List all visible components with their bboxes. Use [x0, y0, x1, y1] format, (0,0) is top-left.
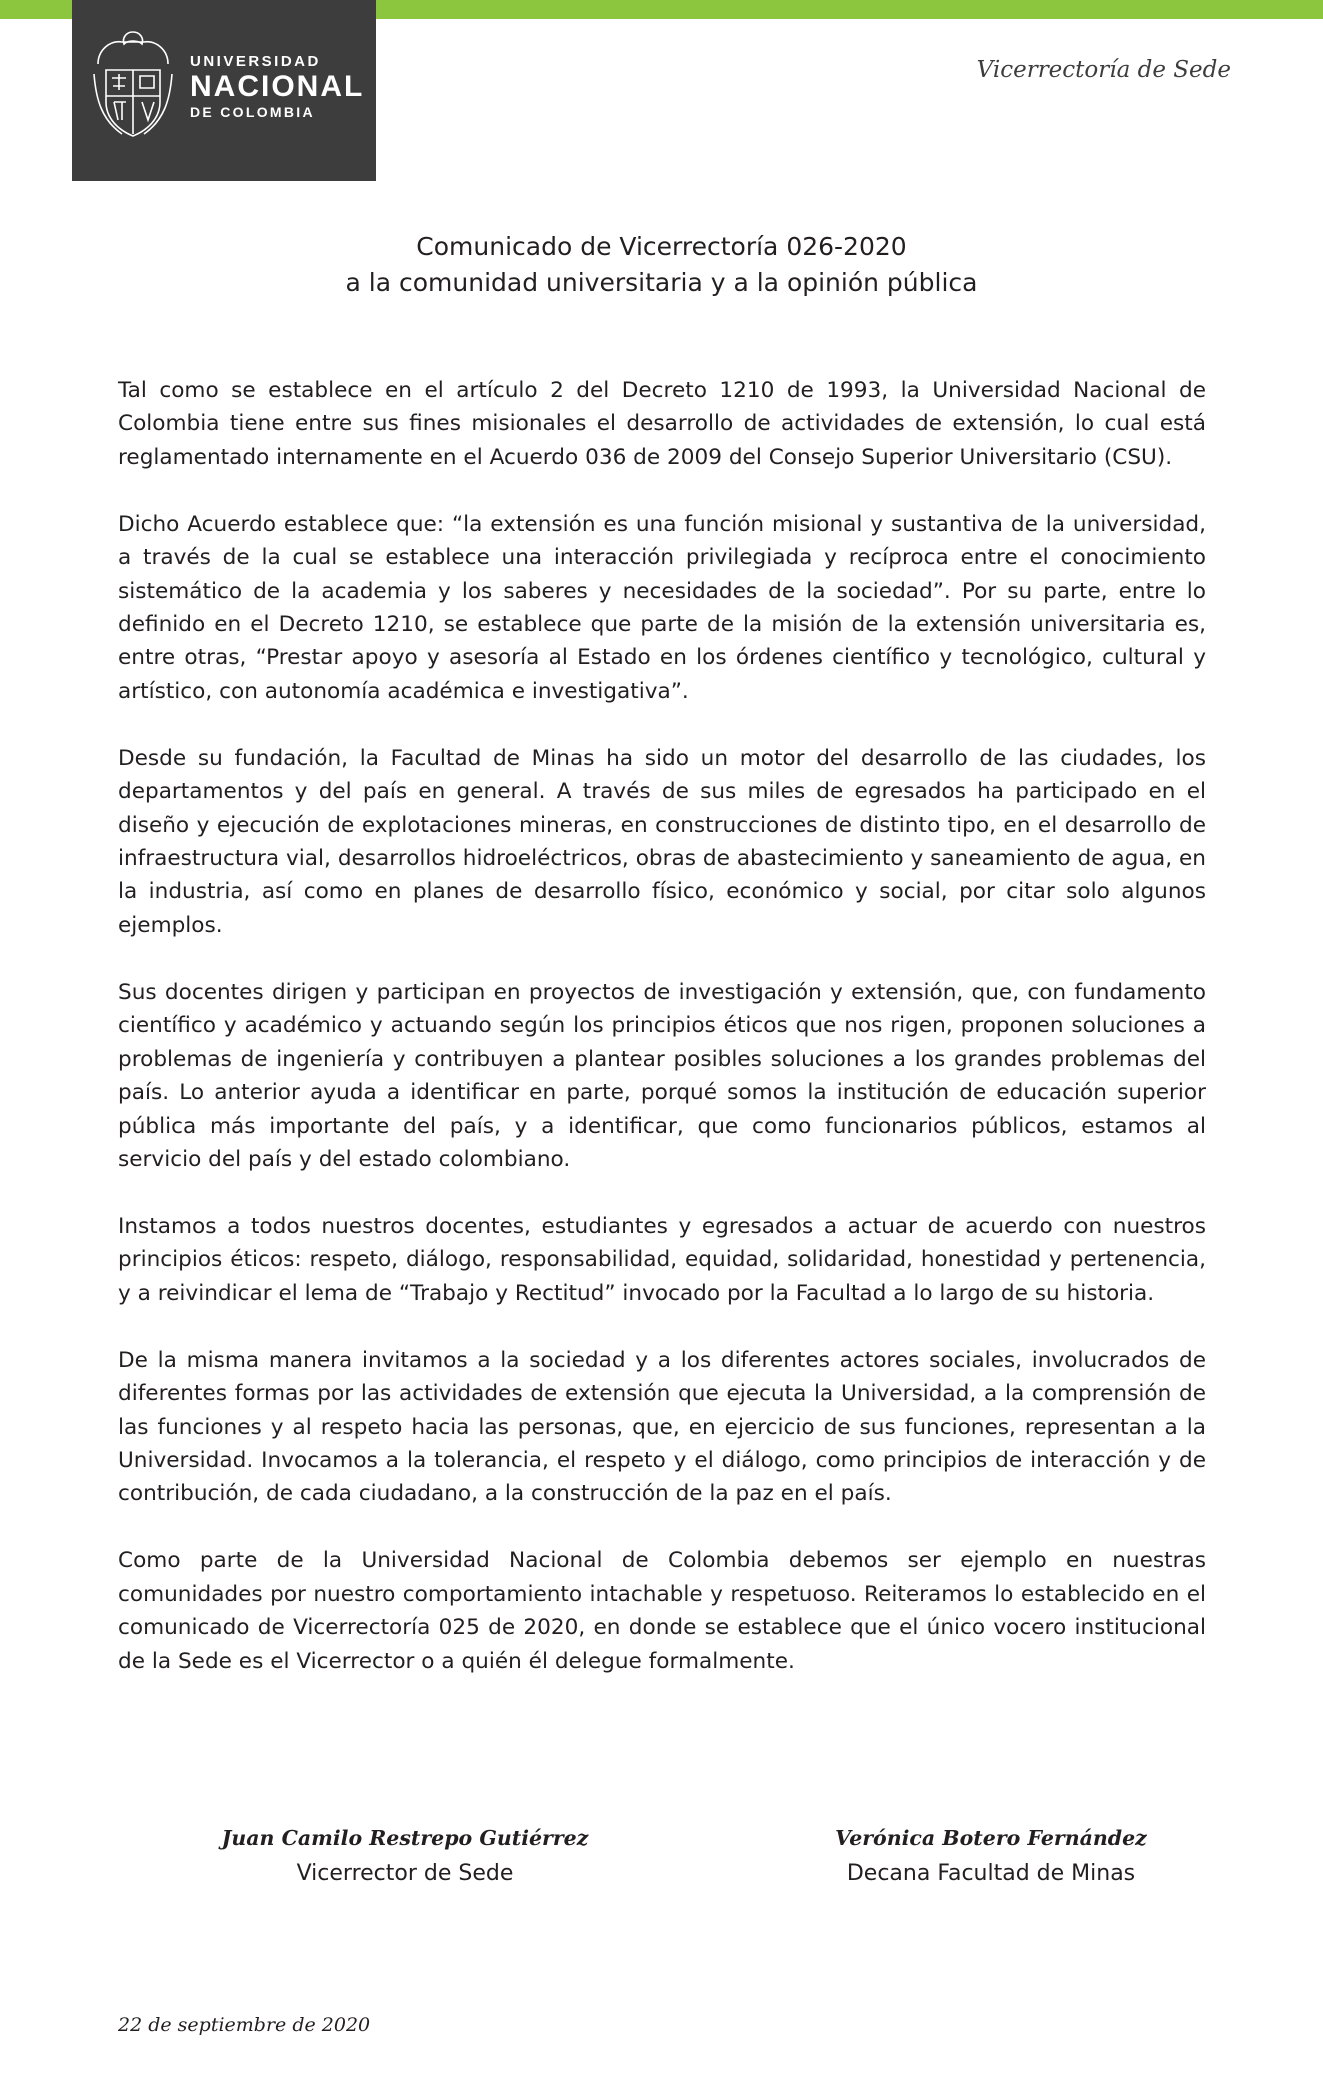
document-date: 22 de septiembre de 2020 [118, 2014, 371, 2036]
paragraph: Sus docentes dirigen y participan en proyectos de investigación y extensión, que, con fundamento científico y académico y actuando según los principios éticos que nos rigen, proponen soluciones a problemas de ingeniería y contribuyen a plantear posibles soluciones a los grandes problemas del país. Lo anterior ayuda a identificar en parte, porqué somos la institución de educación superior pública más importante del país, y a identificar, que como funcionarios públicos, estamos al servicio del país y del estado colombiano. [118, 979, 1206, 1172]
paragraph: Como parte de la Universidad Nacional de Colombia debemos ser ejemplo en nuestras comunidades por nuestro comportamiento intachable y respetuoso. Reiteramos lo establecido en el comunicado de Vicerrectoría 025 de 2020, en donde se establece que el único vocero institucional de la Sede es el Vicerrector o a quién él delegue formalmente. [118, 1548, 1206, 1674]
paragraph: Instamos a todos nuestros docentes, estudiantes y egresados a actuar de acuerdo con nuestros principios éticos: respeto, diálogo, responsabilidad, equidad, solidaridad, honestidad y pertenencia, y a reivindicar el lema de “Trabajo y Rectitud” invocado por la Facultad a lo largo de su historia. [118, 1213, 1206, 1306]
paragraph: Desde su fundación, la Facultad de Minas ha sido un motor del desarrollo de las ciudades, los departamentos y del país en general. A través de sus miles de egresados ha participado en el diseño y ejecución de explotaciones mineras, en construcciones de distinto tipo, en el desarrollo de infraestructura vial, desarrollos hidroeléctricos, obras de abastecimiento y saneamiento de agua, en la industria, así como en planes de desarrollo físico, económico y social, por citar solo algunos ejemplos. [118, 745, 1206, 938]
signature-block-decana [806, 1820, 1176, 1892]
logo-line-de-colombia: DE COLOMBIA [190, 104, 315, 120]
title-line-1: Comunicado de Vicerrectoría 026-2020 [416, 232, 907, 261]
university-logo [72, 0, 376, 181]
coat-of-arms-icon [92, 30, 174, 140]
signatory-name: Verónica Botero Fernández [835, 1826, 1147, 1850]
document-body [118, 374, 1206, 1712]
document-title [0, 229, 1323, 301]
signatory-name: Juan Camilo Restrepo Gutiérrez [221, 1826, 589, 1850]
logo-line-universidad: UNIVERSIDAD [190, 53, 321, 70]
signatory-role: Vicerrector de Sede [296, 1861, 514, 1886]
signature-block-vicerrector [220, 1820, 590, 1892]
paragraph: Dicho Acuerdo establece que: “la extensión es una función misional y sustantiva de la universidad, a través de la cual se establece una interacción privilegiada y recíproca entre el conocimiento sistemático de la academia y los saberes y necesidades de la sociedad”. Por su parte, entre lo definido en el Decreto 1210, se establece que parte de la misión de la extensión universitaria es, entre otras, “Prestar apoyo y asesoría al Estado en los órdenes científico y tecnológico, cultural y artístico, con autonomía académica e investigativa”. [118, 511, 1206, 704]
unit-label: Vicerrectoría de Sede [976, 57, 1231, 83]
logo-line-nacional: NACIONAL [190, 70, 365, 103]
paragraph: De la misma manera invitamos a la sociedad y a los diferentes actores sociales, involucrados de diferentes formas por las actividades de extensión que ejecuta la Universidad, a la comprensión de las funciones y al respeto hacia las personas, que, en ejercicio de sus funciones, representan a la Universidad. Invocamos a la tolerancia, el respeto y el diálogo, como principios de interacción y de contribución, de cada ciudadano, a la construcción de la paz en el país. [118, 1347, 1206, 1507]
title-line-2: a la comunidad universitaria y a la opinión pública [345, 268, 978, 297]
paragraph: Tal como se establece en el artículo 2 del Decreto 1210 de 1993, la Universidad Nacional de Colombia tiene entre sus fines misionales el desarrollo de actividades de extensión, lo cual está reglamentado internamente en el Acuerdo 036 de 2009 del Consejo Superior Universitario (CSU). [118, 378, 1206, 470]
signatory-role: Decana Facultad de Minas [846, 1861, 1136, 1886]
